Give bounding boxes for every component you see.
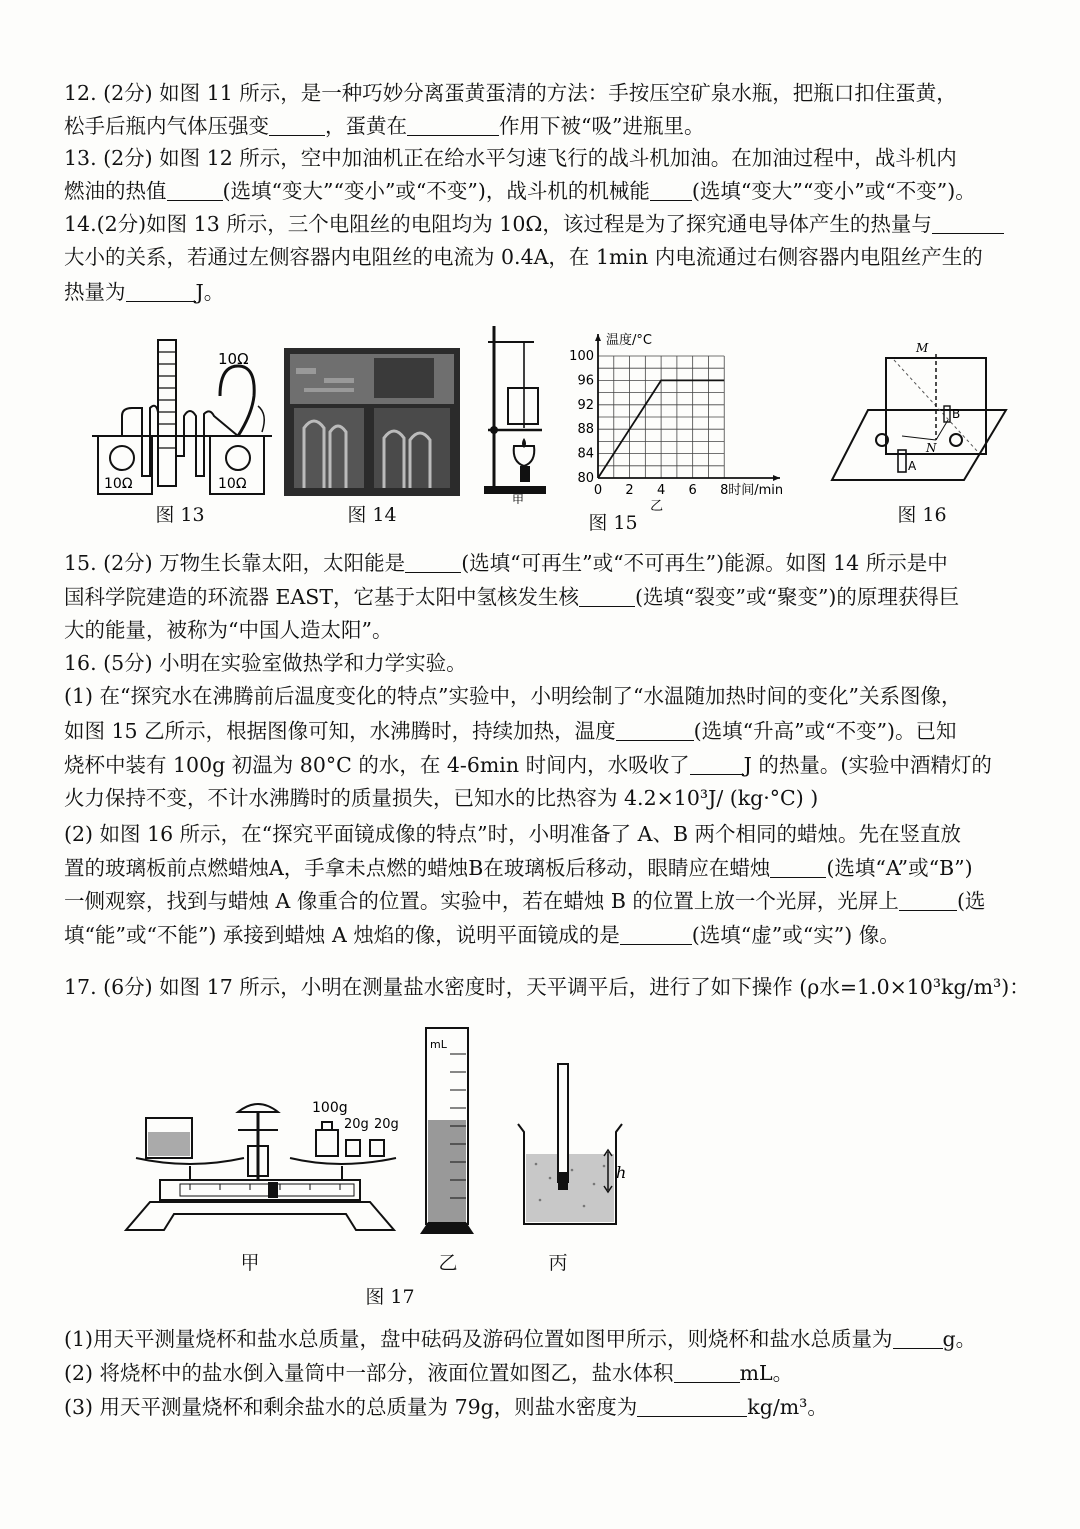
q14-line1 (64, 209, 1004, 239)
q16-p1-text-d: J 的热量。(实验中酒精灯的 (743, 753, 992, 777)
fig15-jia: 甲 (512, 493, 525, 504)
q12-text-a: 松手后瓶内气体压强变 (64, 114, 269, 138)
q16-p2-text-c: 一侧观察，找到与蜡烛 A 像重合的位置。实验中，若在蜡烛 B 的位置上放一个光屏，光屏上 (64, 889, 899, 913)
x-axis-label: 时间/min (728, 483, 784, 498)
q15-text-c: 国科学院建造的环流器 EAST，它基于太阳中氢核发生核 (64, 585, 580, 609)
q16-blank3[interactable] (770, 857, 826, 878)
q17-blank3[interactable] (637, 1396, 747, 1417)
q16-p2-text-b: (选填“A”或“B”) (826, 856, 973, 880)
y-tick-label: 84 (577, 446, 594, 462)
q17-a3 (64, 1392, 828, 1422)
q13-text-c: (选填“变大”“变小”或“不变”)。 (691, 179, 976, 203)
q14-line3 (64, 277, 224, 307)
fig15-stand (478, 318, 550, 504)
fig17-unit-ml: mL (430, 1038, 447, 1051)
q15-blank1[interactable] (405, 552, 461, 573)
x-tick-label: 2 (625, 483, 634, 498)
q16-p1-line4: 火力保持不变，不计水沸腾时的质量损失，已知水的比热容为 4.2×10³J/ (kg·°C) ) (64, 786, 819, 810)
x-axis-arrow (773, 475, 780, 481)
q16-p2-text-d: (选 (956, 889, 986, 913)
q13-text-a: 燃油的热值 (64, 179, 167, 203)
fig15-yi: 乙 (650, 499, 664, 514)
fig17-caption: 图 17 (365, 1286, 415, 1308)
q16-p2-text-f: (选填“虚”或“实”) 像。 (691, 923, 900, 947)
q17-a1-text: (1)用天平测量烧杯和盐水总质量，盘中砝码及游码位置如图甲所示，则烧杯和盐水总质量为 (64, 1327, 893, 1351)
fig13-caption: 图 13 (155, 504, 205, 526)
fig17-jia: 甲 (240, 1252, 260, 1274)
fig13-r-left: 10Ω (104, 476, 133, 492)
fig17-weight-100g: 100g (312, 1100, 348, 1116)
y-tick-label: 92 (577, 397, 594, 413)
q17-a3-text: (3) 用天平测量烧杯和剩余盐水的总质量为 79g，则盐水密度为 (64, 1395, 638, 1419)
q16-p1-line2 (64, 716, 957, 746)
fig17-yi: 乙 (438, 1252, 458, 1274)
q16-p2-line2 (64, 853, 973, 883)
fig16-label-a: A (908, 459, 917, 473)
q15-text-a: 15. (2分) 万物生长靠太阳，太阳能是 (64, 551, 406, 575)
q16-p2-text-e: 填“能”或“不能”) 承接到蜡烛 A 烛焰的像，说明平面镜成的是 (64, 923, 620, 947)
q16-p2-line3 (64, 886, 985, 916)
fig16-label-m: M (916, 341, 929, 355)
fig13-r-top: 10Ω (218, 350, 249, 368)
y-tick-label: 88 (577, 422, 594, 438)
y-tick-label: 100 (569, 349, 594, 364)
x-tick-label: 8 (720, 483, 729, 498)
q13-blank1[interactable] (167, 180, 223, 201)
fig14-photo (284, 348, 460, 496)
q15-line2 (64, 582, 959, 612)
q16-p1-text-c: 烧杯中装有 100g 初温为 80°C 的水，在 4-6min 时间内，水吸收了 (64, 753, 690, 777)
q14-blank2[interactable] (126, 281, 196, 302)
q16-p2-text-a: 置的玻璃板前点燃蜡烛A，手拿未点燃的蜡烛B在玻璃板后移动，眼睛应在蜡烛 (64, 856, 771, 880)
fig17-label-h: h (616, 1163, 627, 1182)
y-tick-label: 80 (577, 471, 594, 486)
q16-blank1[interactable] (616, 720, 694, 741)
fig16-caption: 图 16 (897, 504, 947, 526)
fig16-label-n: N (926, 441, 937, 455)
x-tick-label: 4 (656, 483, 666, 498)
q12-text-b: ，蛋黄在 (325, 114, 407, 138)
q15-blank2[interactable] (579, 586, 635, 607)
q17-a1 (64, 1324, 976, 1354)
fig13-drawing (92, 336, 272, 496)
q16-title: 16. (5分) 小明在实验室做热学和力学实验。 (64, 651, 467, 675)
fig15-chart (560, 326, 820, 514)
q17-a2-text: (2) 将烧杯中的盐水倒入量筒中一部分，液面位置如图乙，盐水体积 (64, 1361, 674, 1385)
q14-text-b: 热量为 (64, 280, 126, 304)
fig16-drawing (828, 340, 1008, 490)
q14-text-a: 14.(2分)如图 13 所示，三个电阻丝的电阻均为 10Ω，该过程是为了探究通电导体产生的热量与 (64, 212, 932, 236)
q13-line1: 13. (2分) 如图 12 所示，空中加油机正在给水平匀速飞行的战斗机加油。在加油过程中，战斗机内 (64, 146, 957, 170)
q17-blank1[interactable] (893, 1328, 943, 1349)
fig17-beaker (510, 1060, 640, 1228)
q15-line1 (64, 548, 948, 578)
y-axis-arrow (595, 334, 601, 341)
q12-blank2[interactable] (407, 115, 499, 136)
q12-line2 (64, 111, 704, 141)
q17-blank2[interactable] (674, 1362, 740, 1383)
q17-a2-unit: mL。 (739, 1361, 794, 1385)
q16-p2-line4 (64, 920, 900, 950)
q13-text-b: (选填“变大”“变小”或“不变”)，战斗机的机械能 (222, 179, 650, 203)
q17-a1-unit: g。 (942, 1327, 977, 1351)
q16-p1-text-b: (选填“升高”或“不变”)。已知 (693, 719, 957, 743)
fig16-label-b: B (952, 407, 961, 421)
fig17-cylinder (420, 1024, 476, 1236)
q12-line1: 12. (2分) 如图 11 所示，是一种巧妙分离蛋黄蛋清的方法：手按压空矿泉水瓶，把瓶口扣住蛋黄， (64, 81, 957, 105)
q16-p1-line1: (1) 在“探究水在沸腾前后温度变化的特点”实验中，小明绘制了“水温随加热时间的变化”关系图像， (64, 684, 962, 708)
q13-blank2[interactable] (650, 180, 692, 201)
q15-text-d: (选填“裂变”或“聚变”)的原理获得巨 (635, 585, 960, 609)
fig17-weight-20g-a: 20g (344, 1117, 369, 1132)
fig17-weight-20g-b: 20g (374, 1117, 399, 1132)
q14-blank1[interactable] (932, 213, 1004, 234)
q12-text-c: 作用下被“吸”进瓶里。 (499, 114, 705, 138)
q17-title: 17. (6分) 如图 17 所示，小明在测量盐水密度时，天平调平后，进行了如下操作 (ρ水=1.0×10³kg/m³)： (64, 975, 1030, 999)
q16-p1-text-a: 如图 15 乙所示，根据图像可知，水沸腾时，持续加热，温度 (64, 719, 616, 743)
q16-blank4[interactable] (899, 890, 957, 911)
q14-line2: 大小的关系，若通过左侧容器内电阻丝的电流为 0.4A，在 1min 内电流通过右侧容器内电阻丝产生的 (64, 245, 983, 269)
x-tick-label: 6 (688, 483, 697, 498)
y-tick-label: 96 (577, 373, 594, 389)
fig17-bing: 丙 (548, 1252, 568, 1274)
x-tick-label: 0 (593, 483, 603, 498)
q15-line3: 大的能量，被称为“中国人造太阳”。 (64, 618, 393, 642)
fig13-r-right: 10Ω (218, 476, 247, 492)
q17-a3-unit: kg/m³。 (747, 1395, 828, 1419)
fig14-caption: 图 14 (347, 504, 397, 526)
fig17-balance (120, 1090, 400, 1238)
q14-text-c: J。 (195, 280, 225, 304)
q16-p1-line3 (64, 750, 992, 780)
y-axis-label: 温度/°C (606, 333, 652, 348)
q15-text-b: (选填“可再生”或“不可再生”)能源。如图 14 所示是中 (461, 551, 948, 575)
q16-blank5[interactable] (620, 924, 692, 945)
q13-line2 (64, 176, 976, 206)
q12-blank1[interactable] (269, 115, 325, 136)
q16-p2-line1: (2) 如图 16 所示，在“探究平面镜成像的特点”时，小明准备了 A、B 两个相同的蜡烛。先在竖直放 (64, 822, 962, 846)
fig15-caption: 图 15 (588, 512, 638, 534)
q17-a2 (64, 1358, 793, 1388)
q16-blank2[interactable] (690, 754, 744, 775)
